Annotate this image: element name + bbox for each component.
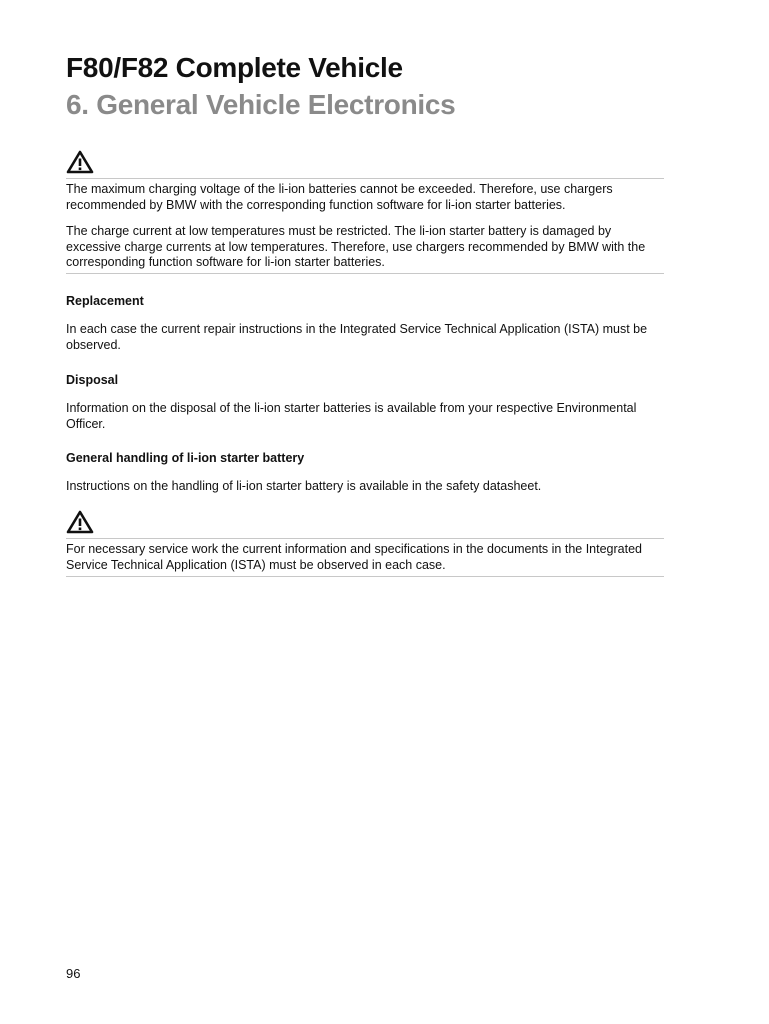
warning-rule-bottom: [66, 273, 664, 274]
warning-paragraph-service: For necessary service work the current information and specifications in the documents in the Integrated Service Technical Application (ISTA) must be observed in each case.: [66, 542, 642, 572]
section-heading-disposal: Disposal: [66, 373, 119, 387]
divider: [66, 576, 664, 577]
warning-triangle-icon: [66, 150, 94, 174]
warning-rule-bottom: [66, 576, 664, 577]
chapter-subtitle: 6. General Vehicle Electronics: [66, 89, 456, 120]
section-text-general-handling: Instructions on the handling of li-ion starter battery is available in the safety datasheet.: [66, 479, 542, 493]
warning-rule-top: [66, 538, 664, 539]
section-heading-general-handling: General handling of li-ion starter battery: [66, 451, 305, 465]
page-title: F80/F82 Complete Vehicle: [66, 52, 403, 83]
divider: [66, 178, 664, 179]
warning-paragraph-charging-voltage: The maximum charging voltage of the li-ion batteries cannot be exceeded. Therefore, use chargers recommended by BMW with the corresponding function software for li-ion starter batteries.: [66, 182, 613, 212]
warning-rule-top: [66, 178, 664, 179]
section-text-replacement: In each case the current repair instructions in the Integrated Service Technical Application (ISTA) must be observed.: [66, 322, 648, 352]
page-number: 96: [66, 966, 81, 981]
warning-triangle-icon: [66, 510, 94, 534]
section-text-disposal: Information on the disposal of the li-ion starter batteries is available from your respective Environmental Officer.: [66, 401, 637, 431]
warning-block-charging: [66, 150, 664, 174]
divider: [66, 538, 664, 539]
warning-block-service: [66, 510, 664, 534]
section-heading-replacement: Replacement: [66, 294, 144, 308]
warning-paragraph-charge-current: The charge current at low temperatures must be restricted. The li-ion starter battery is damaged by excessive charge currents at low temperatures. Therefore, use chargers recommended by BMW with the corresponding function software for li-ion starter batteries.: [66, 224, 646, 269]
divider: [66, 273, 664, 274]
